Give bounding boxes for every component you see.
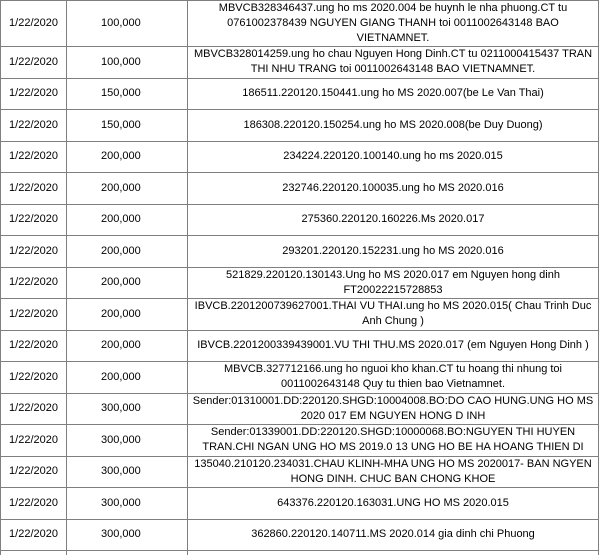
cell-description[interactable]: MBVCB328014259.ung ho chau Nguyen Hong Dinh.CT tu 0211000415437 TRAN THI NHU TRANG toi 0011002643148 BAO VIETNAMNET. [188,47,599,79]
cell-amount[interactable]: 300,000 [67,393,188,425]
cell-amount[interactable]: 200,000 [67,204,188,236]
cell-amount[interactable]: 150,000 [67,78,188,110]
table-row [1,267,599,299]
cell-amount[interactable]: 200,000 [67,362,188,394]
cell-date[interactable]: 1/22/2020 [1,456,67,488]
cell-amount[interactable]: 300,000 [67,456,188,488]
table-row [1,551,599,555]
cell-date[interactable]: 1/22/2020 [1,173,67,205]
cell-amount[interactable]: 300,000 [67,425,188,457]
cell-date[interactable]: 1/22/2020 [1,1,67,47]
table-row [1,47,599,79]
cell-amount[interactable]: 100,000 [67,47,188,79]
cell-date[interactable]: 1/22/2020 [1,425,67,457]
cell-amount[interactable]: 200,000 [67,267,188,299]
table-row [1,425,599,457]
cell-date[interactable]: 1/22/2020 [1,204,67,236]
table-row [1,456,599,488]
cell-date[interactable]: 1/22/2020 [1,78,67,110]
cell-description[interactable]: 362860.220120.140711.MS 2020.014 gia dinh chi Phuong [188,519,599,551]
cell-description[interactable]: Sender:01339001.DD:220120.SHGD:10000068.BO:NGUYEN THI HUYEN TRAN.CHI NGAN UNG HO MS 2019.0 13 UNG HO BE HA HOANG THIEN DI [188,425,599,457]
cell-description[interactable]: 275360.220120.160226.Ms 2020.017 [188,204,599,236]
cell-date[interactable] [1,551,67,555]
cell-date[interactable]: 1/22/2020 [1,267,67,299]
cell-amount[interactable]: 100,000 [67,1,188,47]
cell-date[interactable]: 1/22/2020 [1,519,67,551]
table-row [1,173,599,205]
cell-description[interactable]: 186308.220120.150254.ung ho MS 2020.008(be Duy Duong) [188,110,599,142]
cell-description[interactable]: 186511.220120.150441.ung ho MS 2020.007(be Le Van Thai) [188,78,599,110]
table-row [1,299,599,331]
cell-date[interactable]: 1/22/2020 [1,110,67,142]
cell-description[interactable]: MBVCB.327712166.ung ho nguoi kho khan.CT tu hoang thi nhung toi 0011002643148 Quy tu thien bao Vietnamnet. [188,362,599,394]
cell-date[interactable]: 1/22/2020 [1,236,67,268]
cell-amount[interactable]: 300,000 [67,488,188,520]
table-row [1,236,599,268]
cell-date[interactable]: 1/22/2020 [1,393,67,425]
table-row [1,78,599,110]
cell-amount[interactable]: 300,000 [67,519,188,551]
cell-amount[interactable]: 200,000 [67,330,188,362]
cell-description[interactable]: 232746.220120.100035.ung ho MS 2020.016 [188,173,599,205]
cell-date[interactable]: 1/22/2020 [1,330,67,362]
table-row [1,141,599,173]
cell-description[interactable]: 521829.220120.130143.Ung ho MS 2020.017 em Nguyen hong dinh FT20022215728853 [188,267,599,299]
table-row [1,488,599,520]
cell-description[interactable]: 234224.220120.100140.ung ho ms 2020.015 [188,141,599,173]
cell-amount[interactable]: 200,000 [67,141,188,173]
cell-description[interactable]: 135040.210120.234031.CHAU KLINH-MHA UNG HO MS 2020017- BAN NGYEN HONG DINH. CHUC BAN CHONG KHOE [188,456,599,488]
table-row [1,204,599,236]
table-row [1,1,599,47]
table-row [1,330,599,362]
cell-description[interactable]: IBVCB.2201200339439001.VU THI THU.MS 2020.017 (em Nguyen Hong Dinh ) [188,330,599,362]
table-row [1,362,599,394]
cell-amount[interactable]: 200,000 [67,173,188,205]
cell-date[interactable]: 1/22/2020 [1,362,67,394]
cell-description[interactable] [188,551,599,555]
table-row [1,393,599,425]
cell-date[interactable]: 1/22/2020 [1,141,67,173]
cell-description[interactable]: 293201.220120.152231.ung ho MS 2020.016 [188,236,599,268]
cell-description[interactable]: IBVCB.2201200739627001.THAI VU THAI.ung ho MS 2020.015( Chau Trinh Duc Anh Chung ) [188,299,599,331]
cell-amount[interactable]: 200,000 [67,236,188,268]
cell-date[interactable]: 1/22/2020 [1,488,67,520]
cell-amount[interactable] [67,551,188,555]
cell-description[interactable]: Sender:01310001.DD:220120.SHGD:10004008.BO:DO CAO HUNG.UNG HO MS 2020 017 EM NGUYEN HONG D INH [188,393,599,425]
cell-amount[interactable]: 150,000 [67,110,188,142]
cell-description[interactable]: 643376.220120.163031.UNG HO MS 2020.015 [188,488,599,520]
cell-amount[interactable]: 200,000 [67,299,188,331]
table-row [1,110,599,142]
cell-date[interactable]: 1/22/2020 [1,299,67,331]
table-row [1,519,599,551]
cell-date[interactable]: 1/22/2020 [1,47,67,79]
cell-description[interactable]: MBVCB328346437.ung ho ms 2020.004 be huynh le nha phuong.CT tu 0761002378439 NGUYEN GIANG THANH toi 0011002643148 BAO VIETNAMNET. [188,1,599,47]
